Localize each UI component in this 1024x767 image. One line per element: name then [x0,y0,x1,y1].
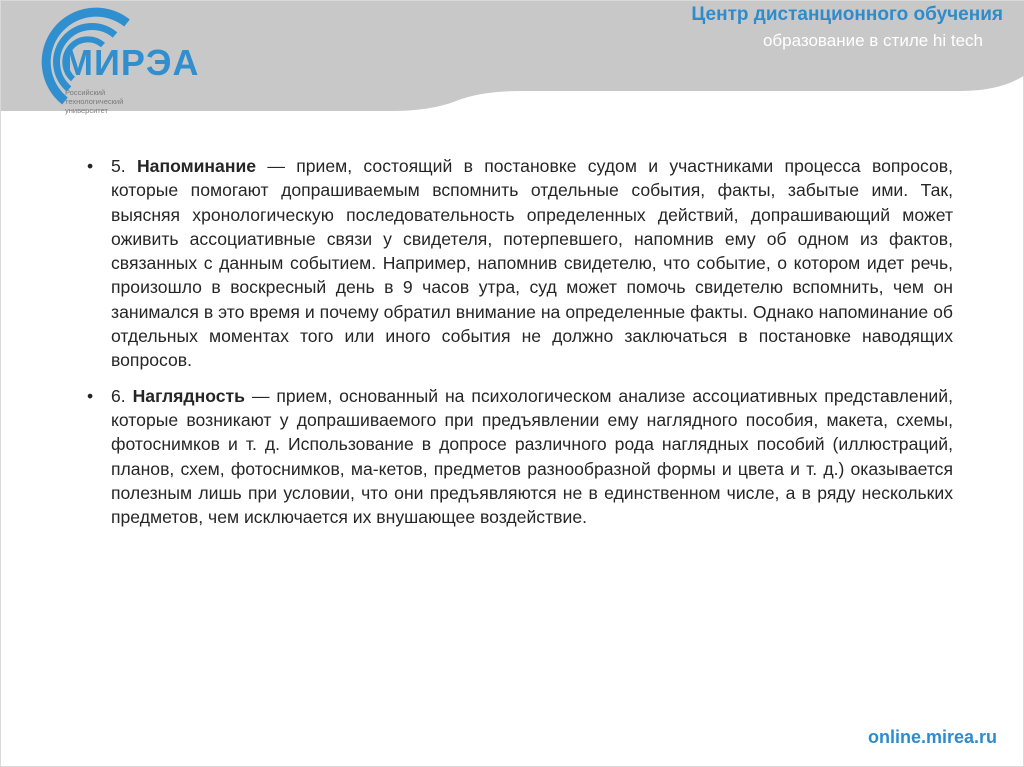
item-number: 5. [111,156,137,176]
mirea-logo [7,5,200,117]
item-term: Наглядность [132,385,252,406]
item-term: Напоминание [136,156,268,176]
item-text: — прием, состоящий в постановке судом и участниками процесса вопросов, которые помогают допрашиваемым вспомнить отдельные события, факты, забытые ими. Так, выясняя хронологическую последовательность определенных действий, допрашивающий может оживить ассоциативные связи у свидетеля, потерпевшего, напомнив ему об одном из фактов, связанных с данным событием. Например, напомнив свидетелю, что событие, о котором идет речь, произошло в воскресный день в 9 часов утра, суд может помочь свидетелю вспомнить, чем он занимался в это время и почему обратил внимание на определенные факты. Однако напоминание об отдельных моментах того или иного события не должно заключаться в постановке наводящих вопросов. [111,156,954,371]
brand-tagline: образование в стиле hi tech [762,31,983,50]
logo-wordmark: МИРЭА [63,42,200,83]
item-number: 6. [111,385,133,406]
slide-body [87,154,953,540]
list-item [87,384,953,530]
footer-url-link[interactable]: online.mirea.ru [867,727,997,747]
logo-subtitle-line: университет [65,106,108,115]
bullet-list [87,154,953,529]
bullet-icon: • [87,156,94,176]
brand-title: Центр дистанционного обучения [691,4,1003,25]
logo-subtitle-line: Российский [65,88,106,97]
list-item [87,154,953,373]
logo-subtitle [65,88,143,115]
logo-subtitle-line: технологический [65,97,124,106]
item-text: — прием, основанный на психологическом анализе ассоциативных представлений, которые возникают у допрашиваемого при предъявлении ему наглядного пособия, макета, схемы, фотоснимков и т. д. Использование в допросе различного рода наглядных пособий (иллюстраций, планов, схем, фотоснимков, ма-кетов, предметов разнообразной формы и цвета и т. д.) оказывается полезным лишь при условии, что они предъявляются не в единственном числе, а в ряду нескольких предметов, чем исключается их внушающее воздействие. [111,385,953,528]
bullet-icon: • [87,385,94,406]
